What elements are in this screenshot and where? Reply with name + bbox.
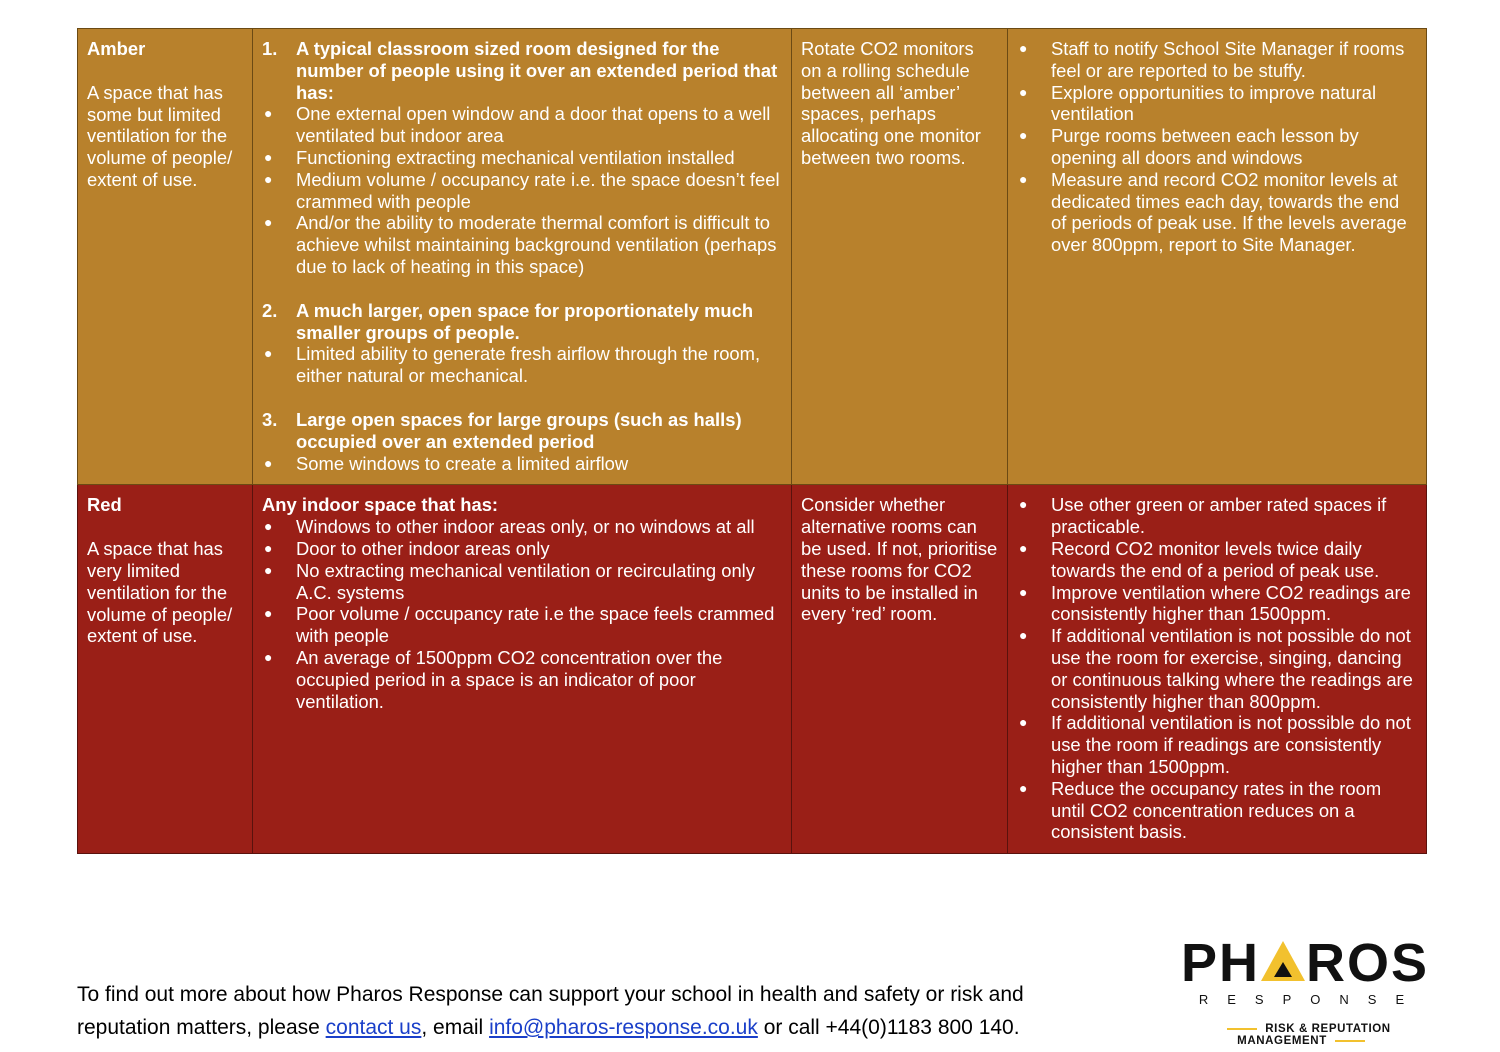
footer-text: To find out more about how Pharos Response can support your school in health and safety or risk and reputation matters, please contact us, email info@pharos-response.co.uk or call +44(0)1183 800 140. [77,983,1024,1039]
criteria-block-2 [262,300,782,387]
amber-row [78,29,1427,485]
list-item: ● If additional ventilation is not possible do not use the room for exercise, singing, dancing or continuous talking where the readings are consistently higher than 800ppm. [1017,625,1417,712]
list-item: ● Measure and record CO2 monitor levels at dedicated times each day, towards the end of periods of peak use. If the levels average over 800ppm, report to Site Manager. [1017,169,1417,256]
monitoring-text-amber: Rotate CO2 monitors on a rolling schedule between all ‘amber’ spaces, perhaps allocating one monitor between two rooms. [801,38,981,168]
rating-cell-amber [78,29,253,485]
list-item: ● Limited ability to generate fresh airflow through the room, either natural or mechanical. [262,343,782,387]
pharos-logo [1180,933,1430,1047]
criteria-block-3 [262,409,782,474]
tagline-rule-left [1227,1028,1257,1030]
ventilation-rating-table [77,28,1427,854]
email-link[interactable]: info@pharos-response.co.uk [489,1016,758,1039]
criteria-cell-red [253,485,792,854]
criteria-cell-amber [253,29,792,485]
logo-word-left: PH [1180,933,1260,993]
list-item: ● Staff to notify School Site Manager if rooms feel or are reported to be stuffy. [1017,38,1417,82]
logo-tagline: RISK & REPUTATION MANAGEMENT [1237,1023,1391,1047]
criteria-heading: Any indoor space that has: [262,494,499,516]
list-item: ● An average of 1500ppm CO2 concentration over the occupied period in a space is an indicator of poor ventilation. [262,647,782,712]
list-item: ● If additional ventilation is not possible do not use the room if readings are consistently higher than 1500ppm. [1017,712,1417,777]
list-item: ● Medium volume / occupancy rate i.e. the space doesn’t feel crammed with people [262,169,782,213]
list-item: ● Some windows to create a limited airflow [262,453,782,475]
rating-cell-red [78,485,253,854]
list-item: ● Poor volume / occupancy rate i.e the space feels crammed with people [262,603,782,647]
criteria-number: 1. [262,38,278,59]
list-item: ● Record CO2 monitor levels twice daily towards the end of a period of peak use. [1017,538,1417,582]
list-item: ● And/or the ability to moderate thermal comfort is difficult to achieve whilst maintaining background ventilation (perhaps due to lack of heating in this space) [262,212,782,277]
red-row [78,485,1427,854]
list-item: ● Reduce the occupancy rates in the room until CO2 concentration reduces on a consistent basis. [1017,778,1417,843]
list-item: ● Purge rooms between each lesson by opening all doors and windows [1017,125,1417,169]
monitoring-cell-amber [792,29,1008,485]
rating-description-amber: A space that has some but limited ventilation for the volume of people/ extent of use. [87,81,233,190]
rating-label-amber: Amber [87,38,146,59]
list-item: ● One external open window and a door that opens to a well ventilated but indoor area [262,103,782,147]
criteria-heading: A typical classroom sized room designed for the number of people using it over an extended period that has: [296,38,778,103]
criteria-heading: Large open spaces for large groups (such as halls) occupied over an extended period [296,408,742,452]
logo-word-right: ROS [1305,933,1430,993]
list-item: ● Windows to other indoor areas only, or no windows at all [262,516,782,538]
criteria-number: 3. [262,408,278,430]
criteria-number: 2. [262,299,278,321]
list-item: ● Door to other indoor areas only [262,538,782,560]
monitoring-cell-red [792,485,1008,854]
criteria-heading: A much larger, open space for proportionately much smaller groups of people. [296,299,754,343]
monitoring-text-red: Consider whether alternative rooms can be used. If not, prioritise these rooms for CO2 units to be installed in every ‘red’ room. [801,494,998,625]
contact-us-link[interactable]: contact us [325,1016,422,1039]
tagline-rule-right [1335,1040,1365,1042]
rating-label-red: Red [87,494,122,516]
list-item: ● Explore opportunities to improve natural ventilation [1017,82,1417,126]
logo-subtitle: RESPONSE [1198,992,1424,1007]
actions-cell-red [1008,485,1427,854]
list-item: ● No extracting mechanical ventilation or recirculating only A.C. systems [262,560,782,604]
list-item: ● Use other green or amber rated spaces if practicable. [1017,494,1417,538]
logo-triangle-icon [1261,941,1305,981]
list-item: ● Improve ventilation where CO2 readings are consistently higher than 1500ppm. [1017,582,1417,626]
rating-description-red: A space that has very limited ventilation for the volume of people/ extent of use. [87,538,233,647]
list-item: ● Functioning extracting mechanical ventilation installed [262,147,782,169]
criteria-block-1 [262,38,782,278]
actions-cell-amber [1008,29,1427,485]
